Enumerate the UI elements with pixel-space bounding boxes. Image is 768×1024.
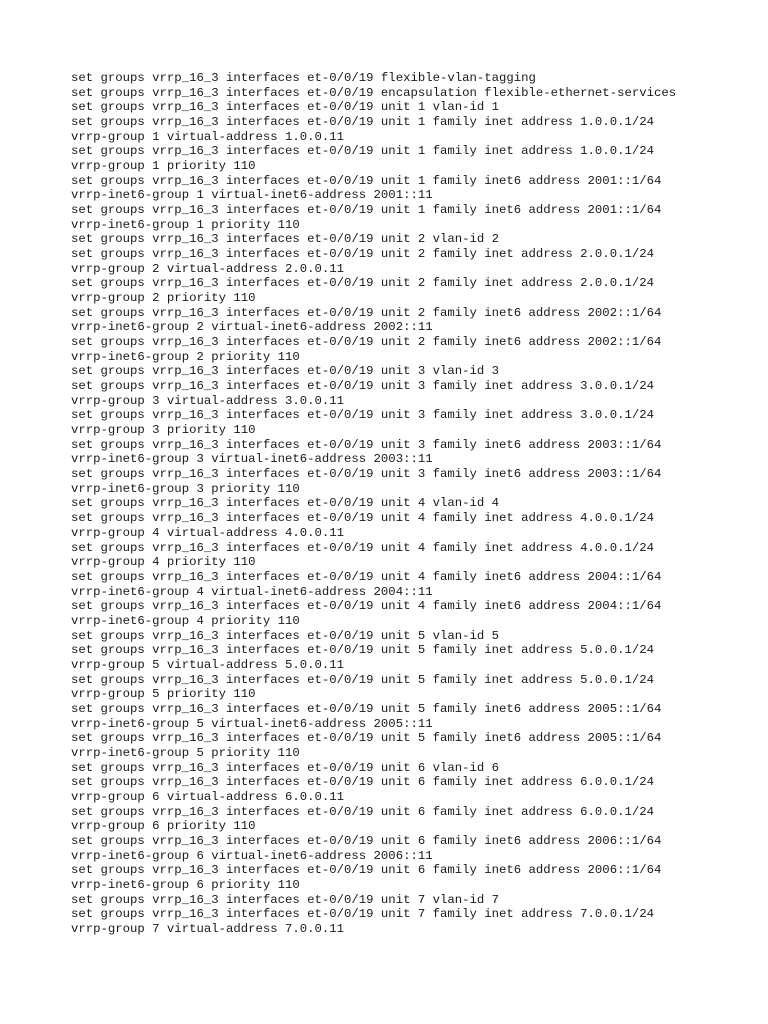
config-line: vrrp-group 3 priority 110 (71, 423, 256, 438)
config-line: set groups vrrp_16_3 interfaces et-0/0/19 unit 2 family inet address 2.0.0.1/24 (71, 276, 654, 291)
config-line: set groups vrrp_16_3 interfaces et-0/0/19 unit 7 vlan-id 7 (71, 892, 500, 907)
config-line: vrrp-group 6 virtual-address 6.0.0.11 (71, 789, 345, 804)
config-line: vrrp-group 2 priority 110 (71, 291, 256, 306)
config-line: vrrp-group 3 virtual-address 3.0.0.11 (71, 393, 345, 408)
config-line: set groups vrrp_16_3 interfaces et-0/0/19 unit 7 family inet address 7.0.0.1/24 (71, 907, 654, 922)
config-line: vrrp-group 1 priority 110 (71, 159, 256, 174)
config-line: set groups vrrp_16_3 interfaces et-0/0/19 unit 2 family inet6 address 2002::1/64 (71, 305, 662, 320)
config-line: set groups vrrp_16_3 interfaces et-0/0/19 unit 5 vlan-id 5 (71, 628, 500, 643)
config-line: set groups vrrp_16_3 interfaces et-0/0/19 encapsulation flexible-ethernet-services (71, 85, 677, 100)
config-line: vrrp-inet6-group 6 virtual-inet6-address 2006::11 (71, 848, 433, 863)
config-line: set groups vrrp_16_3 interfaces et-0/0/19 unit 4 family inet address 4.0.0.1/24 (71, 540, 654, 555)
config-line: vrrp-group 2 virtual-address 2.0.0.11 (71, 261, 345, 276)
config-line: vrrp-inet6-group 1 virtual-inet6-address 2001::11 (71, 188, 433, 203)
config-line: set groups vrrp_16_3 interfaces et-0/0/19 unit 3 family inet6 address 2003::1/64 (71, 467, 662, 482)
config-line: vrrp-group 5 virtual-address 5.0.0.11 (71, 657, 345, 672)
config-line: set groups vrrp_16_3 interfaces et-0/0/19 unit 2 family inet6 address 2002::1/64 (71, 335, 662, 350)
config-line: vrrp-inet6-group 3 priority 110 (71, 481, 300, 496)
config-line: set groups vrrp_16_3 interfaces et-0/0/19 unit 1 family inet address 1.0.0.1/24 (71, 115, 654, 130)
config-line: set groups vrrp_16_3 interfaces et-0/0/19 unit 5 family inet6 address 2005::1/64 (71, 731, 662, 746)
config-line: vrrp-group 1 virtual-address 1.0.0.11 (71, 129, 345, 144)
config-line: set groups vrrp_16_3 interfaces et-0/0/19 unit 5 family inet6 address 2005::1/64 (71, 701, 662, 716)
config-line: set groups vrrp_16_3 interfaces et-0/0/19 unit 1 family inet address 1.0.0.1/24 (71, 144, 654, 159)
config-line: set groups vrrp_16_3 interfaces et-0/0/19 flexible-vlan-tagging (71, 71, 536, 85)
config-line: set groups vrrp_16_3 interfaces et-0/0/19 unit 2 family inet address 2.0.0.1/24 (71, 247, 654, 262)
config-line: set groups vrrp_16_3 interfaces et-0/0/19 unit 4 family inet6 address 2004::1/64 (71, 569, 662, 584)
config-line: vrrp-inet6-group 2 virtual-inet6-address 2002::11 (71, 320, 433, 335)
config-line: set groups vrrp_16_3 interfaces et-0/0/19 unit 6 family inet address 6.0.0.1/24 (71, 804, 654, 819)
config-line: vrrp-group 5 priority 110 (71, 687, 256, 702)
config-line: vrrp-inet6-group 5 virtual-inet6-address 2005::11 (71, 716, 433, 731)
config-line: set groups vrrp_16_3 interfaces et-0/0/19 unit 1 vlan-id 1 (71, 100, 500, 115)
config-line: set groups vrrp_16_3 interfaces et-0/0/19 unit 4 vlan-id 4 (71, 496, 500, 511)
config-line: vrrp-group 6 priority 110 (71, 819, 256, 834)
config-line: set groups vrrp_16_3 interfaces et-0/0/19 unit 1 family inet6 address 2001::1/64 (71, 203, 662, 218)
config-line: vrrp-group 7 virtual-address 7.0.0.11 (71, 921, 345, 936)
config-line: set groups vrrp_16_3 interfaces et-0/0/19 unit 4 family inet6 address 2004::1/64 (71, 599, 662, 614)
config-line: set groups vrrp_16_3 interfaces et-0/0/19 unit 6 family inet address 6.0.0.1/24 (71, 775, 654, 790)
config-line: vrrp-inet6-group 4 virtual-inet6-address 2004::11 (71, 584, 433, 599)
config-line: vrrp-inet6-group 4 priority 110 (71, 613, 300, 628)
config-line: vrrp-inet6-group 5 priority 110 (71, 745, 300, 760)
config-line: set groups vrrp_16_3 interfaces et-0/0/19 unit 5 family inet address 5.0.0.1/24 (71, 643, 654, 658)
config-line: set groups vrrp_16_3 interfaces et-0/0/19 unit 6 vlan-id 6 (71, 760, 500, 775)
config-line: set groups vrrp_16_3 interfaces et-0/0/19 unit 3 vlan-id 3 (71, 364, 500, 379)
config-line: set groups vrrp_16_3 interfaces et-0/0/19 unit 3 family inet address 3.0.0.1/24 (71, 408, 654, 423)
config-line: set groups vrrp_16_3 interfaces et-0/0/19 unit 3 family inet6 address 2003::1/64 (71, 437, 662, 452)
config-line: set groups vrrp_16_3 interfaces et-0/0/19 unit 5 family inet address 5.0.0.1/24 (71, 672, 654, 687)
config-line: set groups vrrp_16_3 interfaces et-0/0/19 unit 2 vlan-id 2 (71, 232, 500, 247)
config-line: set groups vrrp_16_3 interfaces et-0/0/19 unit 4 family inet address 4.0.0.1/24 (71, 511, 654, 526)
config-line: vrrp-inet6-group 1 priority 110 (71, 217, 300, 232)
config-line: vrrp-inet6-group 2 priority 110 (71, 349, 300, 364)
config-line: set groups vrrp_16_3 interfaces et-0/0/19 unit 3 family inet address 3.0.0.1/24 (71, 379, 654, 394)
config-line: set groups vrrp_16_3 interfaces et-0/0/19 unit 6 family inet6 address 2006::1/64 (71, 833, 662, 848)
config-line: set groups vrrp_16_3 interfaces et-0/0/19 unit 1 family inet6 address 2001::1/64 (71, 173, 662, 188)
config-line: vrrp-inet6-group 6 priority 110 (71, 877, 300, 892)
config-line: vrrp-inet6-group 3 virtual-inet6-address 2003::11 (71, 452, 433, 467)
config-line: vrrp-group 4 virtual-address 4.0.0.11 (71, 525, 345, 540)
config-text-block (71, 71, 751, 937)
config-line: set groups vrrp_16_3 interfaces et-0/0/19 unit 6 family inet6 address 2006::1/64 (71, 863, 662, 878)
config-line: vrrp-group 4 priority 110 (71, 555, 256, 570)
